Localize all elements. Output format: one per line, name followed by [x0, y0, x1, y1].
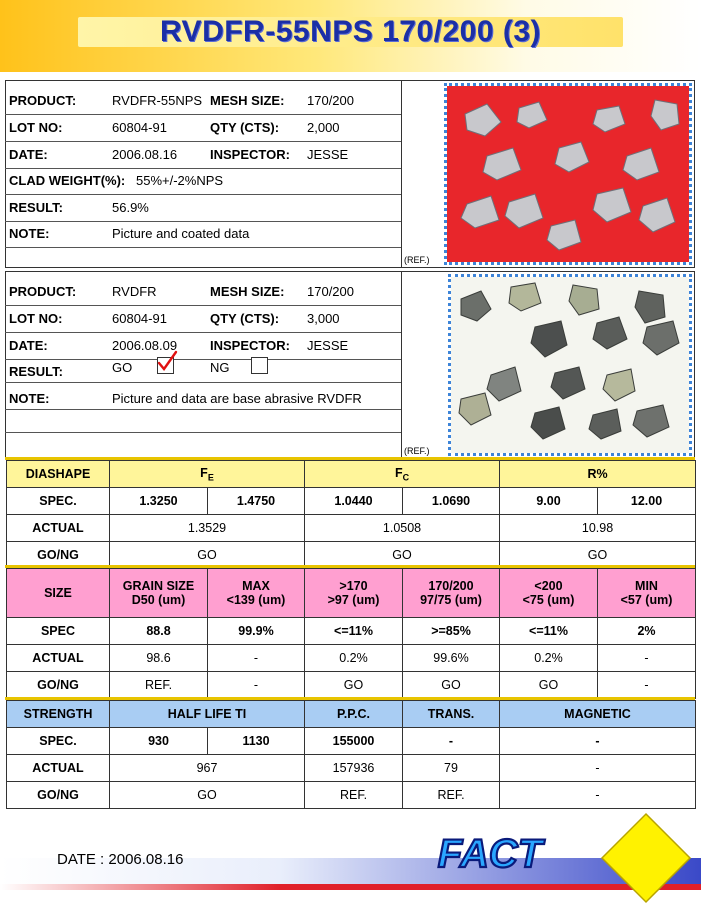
table-cell: -	[403, 728, 500, 755]
inspector-label: INSPECTOR:	[210, 338, 290, 353]
table-cell: 1.0690	[403, 488, 500, 515]
panel-divider	[401, 271, 402, 459]
table-cell: GO	[403, 672, 500, 699]
footer-stripe	[0, 884, 701, 890]
ng-label: NG	[210, 360, 230, 375]
table-cell: 2%	[598, 618, 696, 645]
magnetic-header: MAGNETIC	[500, 701, 696, 728]
go-label: GO	[112, 360, 133, 375]
table-cell: 155000	[305, 728, 403, 755]
table-cell: 99.9%	[208, 618, 305, 645]
date-label: DATE:	[9, 338, 48, 353]
table-cell: REF.	[110, 672, 208, 699]
mesh-label: MESH SIZE:	[210, 284, 285, 299]
table-cell: 1.3250	[110, 488, 208, 515]
note-label: NOTE:	[9, 226, 50, 241]
table-cell: GO	[500, 672, 598, 699]
r-percent-header: R%	[500, 461, 696, 488]
table-cell: 1.0508	[305, 515, 500, 542]
diashape-header: DIASHAPE	[7, 461, 110, 488]
actual-label: ACTUAL	[7, 755, 110, 782]
table-cell: 99.6%	[403, 645, 500, 672]
table-cell: 0.2%	[305, 645, 403, 672]
ref-note-base: (REF.)	[404, 446, 430, 456]
half-life-header: HALF LIFE TI	[110, 701, 305, 728]
table-cell: 1130	[208, 728, 305, 755]
over-170-header: >170 >97 (um)	[305, 569, 403, 618]
footer-date: DATE : 2006.08.16	[57, 851, 184, 868]
mesh-label: MESH SIZE:	[210, 93, 285, 108]
lot-label: LOT NO:	[9, 311, 63, 326]
qty-value: 3,000	[307, 311, 340, 326]
gong-label: GO/NG	[7, 782, 110, 809]
inspector-value: JESSE	[307, 338, 349, 353]
table-cell: 1.0440	[305, 488, 403, 515]
product-value: RVDFR-55NPS	[112, 93, 203, 108]
spec-label: SPEC.	[7, 728, 110, 755]
qty-label: QTY (CTS):	[210, 311, 280, 326]
coated-info	[5, 80, 401, 268]
table-cell: >=85%	[403, 618, 500, 645]
fc-header: $F_C$	[305, 461, 500, 488]
gong-label: GO/NG	[7, 672, 110, 699]
table-cell: GO	[305, 672, 403, 699]
table-cell: 10.98	[500, 515, 696, 542]
actual-label: ACTUAL	[7, 645, 110, 672]
170-200-header: 170/200 97/75 (um)	[403, 569, 500, 618]
spec-label: SPEC	[7, 618, 110, 645]
product-value: RVDFR	[112, 284, 157, 299]
table-cell: -	[208, 645, 305, 672]
table-cell: GO	[110, 542, 305, 569]
table-cell: -	[500, 728, 696, 755]
table-cell: <=11%	[500, 618, 598, 645]
clad-weight-value: 55%+/-2%NPS	[136, 173, 224, 188]
table-cell: REF.	[403, 782, 500, 809]
fe-header: $F_E$	[110, 461, 305, 488]
table-cell: -	[598, 645, 696, 672]
inspector-value: JESSE	[307, 147, 349, 162]
grain-size-header: GRAIN SIZE D50 (um)	[110, 569, 208, 618]
base-info	[5, 271, 401, 459]
table-cell: 9.00	[500, 488, 598, 515]
checkmark-icon	[156, 350, 178, 372]
table-cell: 967	[110, 755, 305, 782]
panel-divider	[401, 80, 402, 268]
date-value: 2006.08.16	[112, 147, 178, 162]
table-cell: 0.2%	[500, 645, 598, 672]
table-cell: -	[208, 672, 305, 699]
actual-label: ACTUAL	[7, 515, 110, 542]
table-cell: 930	[110, 728, 208, 755]
table-cell: REF.	[305, 782, 403, 809]
note-value: Picture and data are base abrasive RVDFR	[112, 391, 362, 406]
product-label: PRODUCT:	[9, 284, 77, 299]
table-cell: -	[598, 672, 696, 699]
min-header: MIN <57 (um)	[598, 569, 696, 618]
mesh-value: 170/200	[307, 93, 354, 108]
ppc-header: P.P.C.	[305, 701, 403, 728]
coated-diamond-photo	[447, 86, 689, 262]
spec-label: SPEC.	[7, 488, 110, 515]
table-cell: -	[500, 782, 696, 809]
mesh-value: 170/200	[307, 284, 354, 299]
table-cell: 1.3529	[110, 515, 305, 542]
gong-label: GO/NG	[7, 542, 110, 569]
fact-logo	[410, 825, 570, 879]
lot-label: LOT NO:	[9, 120, 63, 135]
qty-label: QTY (CTS):	[210, 120, 280, 135]
result-label: RESULT:	[9, 200, 63, 215]
note-value: Picture and coated data	[112, 226, 250, 241]
table-cell: 88.8	[110, 618, 208, 645]
result-value: 56.9%	[112, 200, 149, 215]
page-title: RVDFR-55NPS 170/200 (3)	[78, 17, 623, 47]
product-label: PRODUCT:	[9, 93, 77, 108]
go-checkbox[interactable]	[157, 357, 174, 374]
size-table	[6, 568, 696, 699]
base-photo-frame	[448, 274, 692, 456]
date-value: 2006.08.09	[112, 338, 178, 353]
table-cell: GO	[110, 782, 305, 809]
coated-photo-frame	[444, 83, 692, 265]
result-label: RESULT:	[9, 364, 63, 379]
yellow-diamond-icon	[600, 812, 692, 904]
inspector-label: INSPECTOR:	[210, 147, 290, 162]
fact-logo-text: FACT	[437, 832, 543, 876]
date-label: DATE:	[9, 147, 48, 162]
table-cell: -	[500, 755, 696, 782]
strength-header: STRENGTH	[7, 701, 110, 728]
under-200-header: <200 <75 (um)	[500, 569, 598, 618]
ref-note-coated: (REF.)	[404, 255, 430, 265]
table-cell: <=11%	[305, 618, 403, 645]
table-cell: 1.4750	[208, 488, 305, 515]
table-cell: 157936	[305, 755, 403, 782]
max-header: MAX <139 (um)	[208, 569, 305, 618]
size-header: SIZE	[7, 569, 110, 618]
table-cell: 12.00	[598, 488, 696, 515]
diashape-table	[6, 460, 696, 569]
table-cell: 98.6	[110, 645, 208, 672]
table-cell: 79	[403, 755, 500, 782]
trans-header: TRANS.	[403, 701, 500, 728]
table-cell: GO	[500, 542, 696, 569]
lot-value: 60804-91	[112, 120, 167, 135]
table-cell: GO	[305, 542, 500, 569]
qty-value: 2,000	[307, 120, 340, 135]
strength-table	[6, 700, 696, 809]
clad-weight-label: CLAD WEIGHT(%):	[9, 173, 126, 188]
base-diamond-photo	[451, 277, 689, 453]
ng-checkbox[interactable]	[251, 357, 268, 374]
lot-value: 60804-91	[112, 311, 167, 326]
note-label: NOTE:	[9, 391, 50, 406]
